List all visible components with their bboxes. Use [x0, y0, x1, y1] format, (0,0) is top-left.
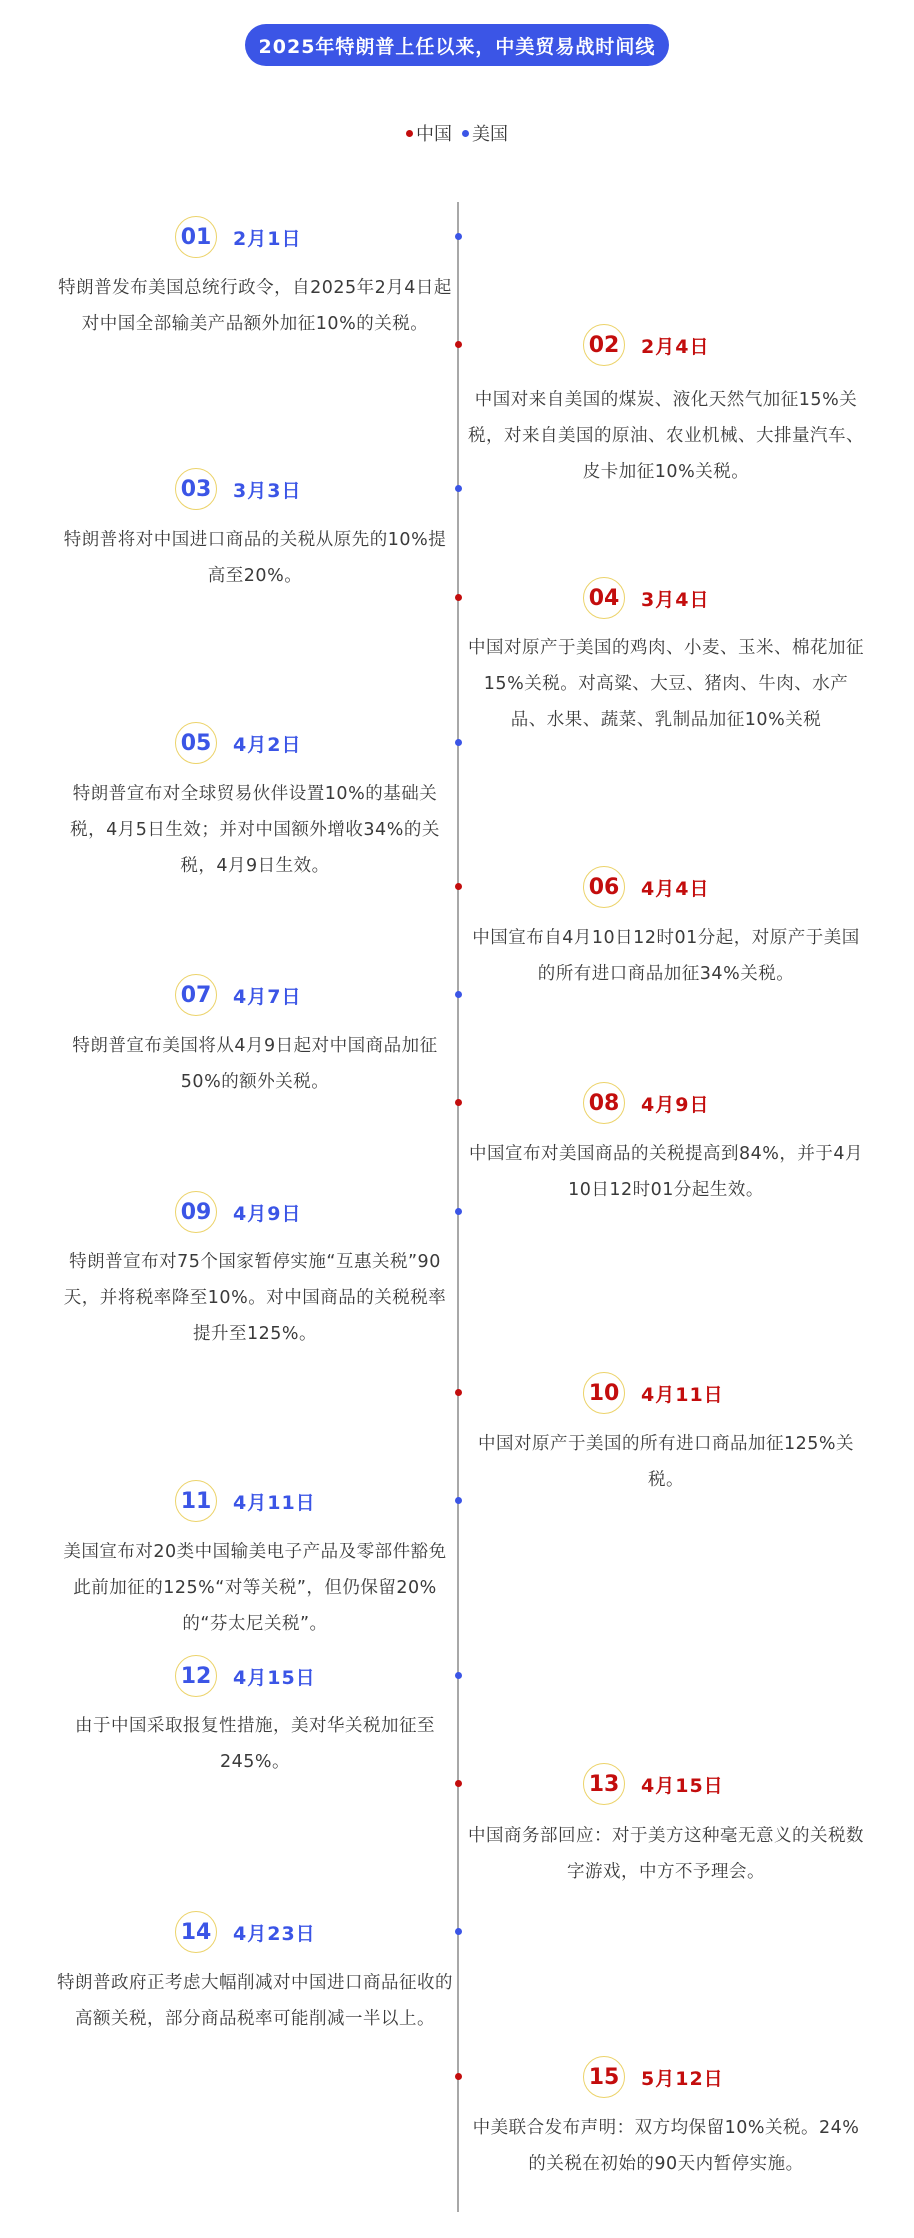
event-number: 03 [175, 468, 217, 510]
event-description-15: 中美联合发布声明：双方均保留10%关税。24%的关税在初始的90天内暂停实施。 [472, 2118, 860, 2174]
legend-label-china: 中国 [416, 124, 452, 145]
event-header-05 [175, 722, 301, 764]
event-description-10: 中国对原产于美国的所有进口商品加征125%关税。 [477, 1434, 855, 1490]
timeline-dot-06 [455, 883, 462, 890]
event-description-11: 美国宣布对20类中国输美电子产品及零部件豁免此前加征的125%“对等关税”，但仍保留20%的“芬太尼关税”。 [63, 1542, 447, 1634]
event-description-03: 特朗普将对中国进口商品的关税从原先的10%提高至20%。 [63, 530, 447, 586]
timeline-dot-02 [455, 341, 462, 348]
event-header-13 [583, 1763, 724, 1805]
event-header-04 [583, 577, 709, 619]
event-number: 02 [583, 324, 625, 366]
event-number: 14 [175, 1911, 217, 1953]
event-date: 2月1日 [233, 227, 302, 250]
event-date: 4月23日 [233, 1922, 316, 1945]
event-number: 05 [175, 722, 217, 764]
timeline-dot-14 [455, 1928, 462, 1935]
timeline-dot-12 [455, 1672, 462, 1679]
legend-dot-us [462, 130, 469, 137]
event-description-01: 特朗普发布美国总统行政令，自2025年2月4日起对中国全部输美产品额外加征10%的关税。 [58, 278, 452, 334]
timeline-dot-07 [455, 991, 462, 998]
event-date: 3月4日 [641, 588, 710, 611]
event-number: 13 [583, 1763, 625, 1805]
event-date: 2月4日 [641, 335, 710, 358]
event-header-09 [175, 1191, 301, 1233]
legend-item-china [406, 120, 452, 146]
event-number: 08 [583, 1082, 625, 1124]
timeline-dot-10 [455, 1389, 462, 1396]
timeline-dot-04 [455, 594, 462, 601]
legend-dot-china [406, 130, 413, 137]
legend [0, 120, 914, 146]
event-number: 04 [583, 577, 625, 619]
event-description-02: 中国对来自美国的煤炭、液化天然气加征15%关税，对来自美国的原油、农业机械、大排量汽车、皮卡加征10%关税。 [468, 390, 864, 482]
event-header-14 [175, 1911, 316, 1953]
timeline-dot-11 [455, 1497, 462, 1504]
event-description-09: 特朗普宣布对75个国家暂停实施“互惠关税”90天，并将税率降至10%。对中国商品的关税税率提升至125%。 [63, 1252, 447, 1344]
event-date: 4月9日 [641, 1093, 710, 1116]
event-number: 07 [175, 974, 217, 1016]
event-date: 3月3日 [233, 479, 302, 502]
event-header-01 [175, 216, 301, 258]
event-header-12 [175, 1655, 316, 1697]
event-description-13: 中国商务部回应：对于美方这种毫无意义的关税数字游戏，中方不予理会。 [468, 1826, 864, 1882]
legend-item-us [462, 120, 508, 146]
event-description-04: 中国对原产于美国的鸡肉、小麦、玉米、棉花加征15%关税。对高粱、大豆、猪肉、牛肉、水产品、水果、蔬菜、乳制品加征10%关税 [468, 638, 864, 730]
event-date: 4月9日 [233, 1202, 302, 1225]
event-number: 09 [175, 1191, 217, 1233]
event-description-14: 特朗普政府正考虑大幅削减对中国进口商品征收的高额关税，部分商品税率可能削减一半以上。 [57, 1973, 453, 2029]
timeline-dot-03 [455, 485, 462, 492]
timeline-dot-09 [455, 1208, 462, 1215]
event-number: 10 [583, 1372, 625, 1414]
timeline-dot-01 [455, 233, 462, 240]
event-header-03 [175, 468, 301, 510]
event-date: 4月4日 [641, 877, 710, 900]
legend-label-us: 美国 [472, 124, 508, 145]
event-description-07: 特朗普宣布美国将从4月9日起对中国商品加征50%的额外关税。 [72, 1036, 438, 1092]
event-header-11 [175, 1480, 316, 1522]
event-header-15 [583, 2056, 724, 2098]
event-description-12: 由于中国采取报复性措施，美对华关税加征至245%。 [75, 1716, 435, 1772]
event-header-10 [583, 1372, 724, 1414]
timeline-axis [457, 202, 459, 2212]
event-header-06 [583, 866, 709, 908]
event-date: 5月12日 [641, 2067, 724, 2090]
event-date: 4月11日 [641, 1383, 724, 1406]
timeline-title: 2025年特朗普上任以来，中美贸易战时间线 [245, 24, 669, 66]
timeline-dot-05 [455, 739, 462, 746]
event-number: 06 [583, 866, 625, 908]
timeline-dot-08 [455, 1099, 462, 1106]
event-header-07 [175, 974, 301, 1016]
event-date: 4月7日 [233, 985, 302, 1008]
event-date: 4月2日 [233, 733, 302, 756]
event-date: 4月11日 [233, 1491, 316, 1514]
event-number: 01 [175, 216, 217, 258]
event-date: 4月15日 [233, 1666, 316, 1689]
event-header-08 [583, 1082, 709, 1124]
event-number: 12 [175, 1655, 217, 1697]
event-description-08: 中国宣布对美国商品的关税提高到84%，并于4月10日12时01分起生效。 [468, 1144, 864, 1200]
event-description-06: 中国宣布自4月10日12时01分起，对原产于美国的所有进口商品加征34%关税。 [472, 928, 860, 984]
timeline-dot-13 [455, 1780, 462, 1787]
event-number: 11 [175, 1480, 217, 1522]
event-description-05: 特朗普宣布对全球贸易伙伴设置10%的基础关税，4月5日生效；并对中国额外增收34%的关税，4月9日生效。 [70, 784, 440, 876]
event-date: 4月15日 [641, 1774, 724, 1797]
event-number: 15 [583, 2056, 625, 2098]
event-header-02 [583, 324, 709, 366]
timeline-dot-15 [455, 2073, 462, 2080]
